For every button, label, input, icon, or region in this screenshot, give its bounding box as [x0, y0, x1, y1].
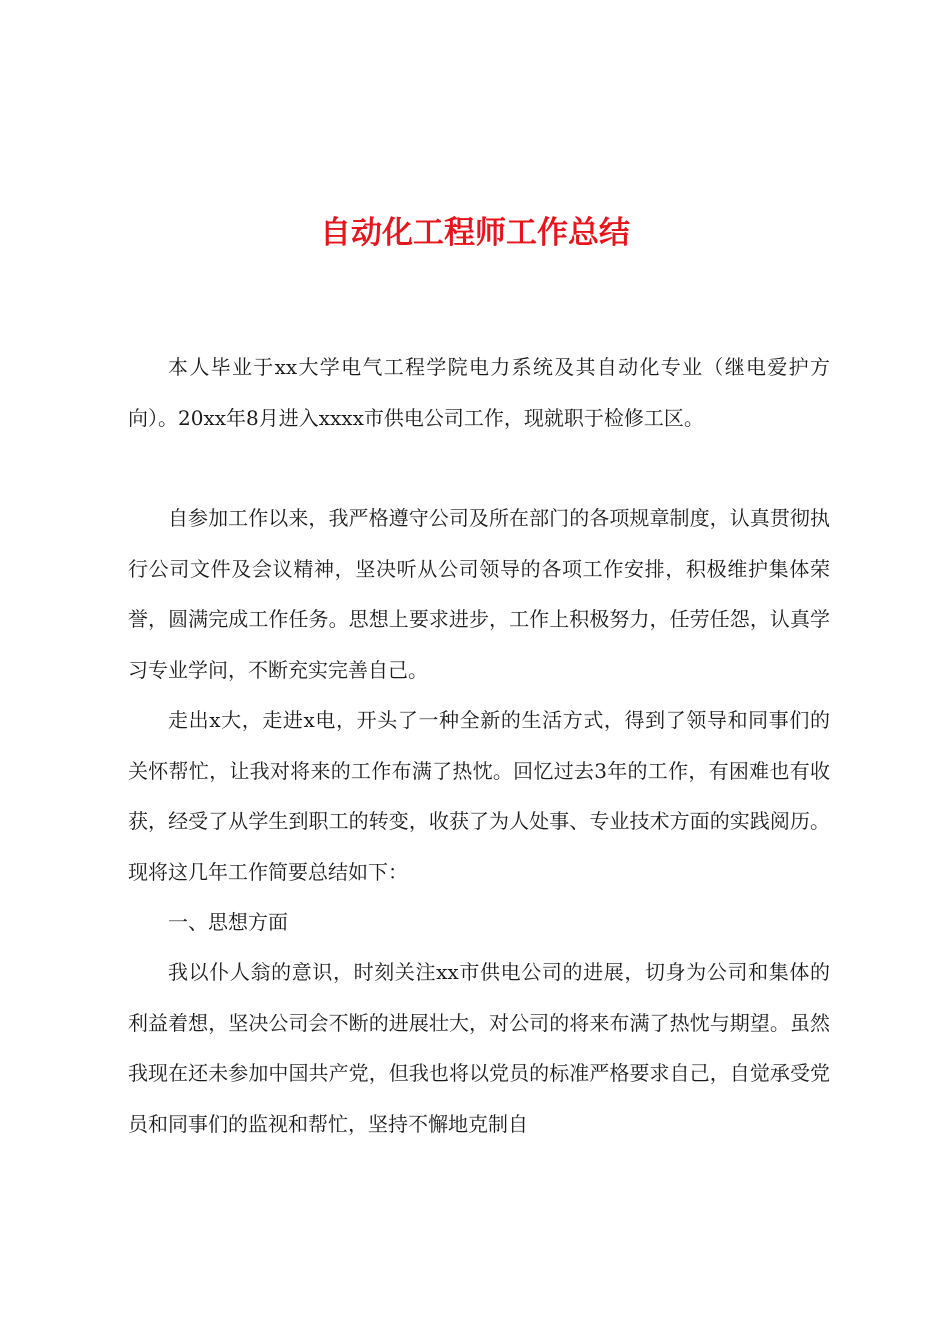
paragraph-overview: 走出x大，走进x电，开头了一种全新的生活方式，得到了领导和同事们的关怀帮忙，让我对将来的工作布满了热忱。回忆过去3年的工作，有困难也有收获，经受了从学生到职工的转变，收获了为人处事、专业技术方面的实践阅历。现将这几年工作简要总结如下： — [128, 708, 830, 884]
paragraph-conduct: 自参加工作以来，我严格遵守公司及所在部门的各项规章制度，认真贯彻执行公司文件及会议精神，坚决听从公司领导的各项工作安排，积极维护集体荣誉，圆满完成工作任务。思想上要求进步，工作上积极努力，任劳任怨，认真学习专业学问，不断充实完善自己。 — [128, 506, 830, 682]
document-title: 自动化工程师工作总结 — [320, 215, 630, 251]
section-heading-thought: 一、思想方面 — [168, 910, 288, 934]
paragraph-intro: 本人毕业于xx大学电气工程学院电力系统及其自动化专业（继电爱护方向）。20xx年8月进入xxxx市供电公司工作，现就职于检修工区。 — [128, 355, 830, 430]
paragraph-thought: 我以仆人翁的意识，时刻关注xx市供电公司的进展，切身为公司和集体的利益着想，坚决公司会不断的进展壮大，对公司的将来布满了热忱与期望。虽然我现在还未参加中国共产党，但我也将以党员的标准严格要求自己，自觉承受党员和同事们的监视和帮忙，坚持不懈地克制自 — [128, 960, 830, 1136]
